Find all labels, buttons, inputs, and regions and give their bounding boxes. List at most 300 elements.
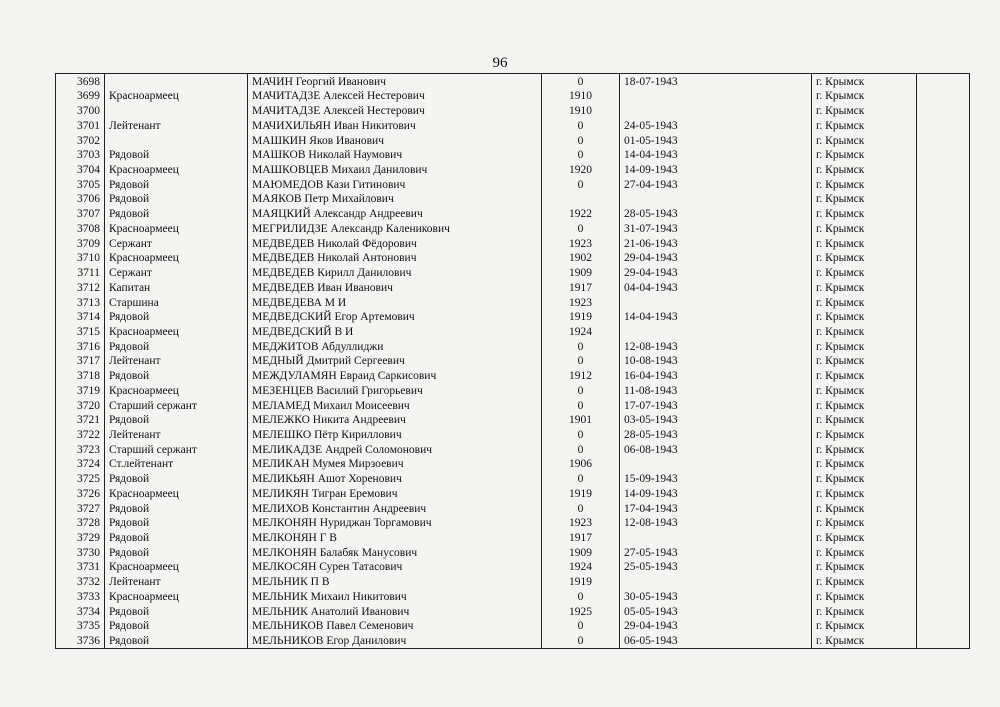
person-name: МЕЗЕНЦЕВ Василий Григорьевич [248,383,542,398]
note-cell [917,324,970,339]
burial-place: г. Крымск [812,427,917,442]
birth-year: 0 [542,74,620,89]
record-number: 3731 [56,560,105,575]
military-rank: Сержант [105,265,248,280]
note-cell [917,162,970,177]
death-date: 24-05-1943 [620,118,812,133]
note-cell [917,574,970,589]
record-number: 3723 [56,442,105,457]
death-date: 17-04-1943 [620,501,812,516]
death-date [620,530,812,545]
person-name: МАЯКОВ Петр Михайлович [248,192,542,207]
table-row [56,486,970,501]
death-date: 05-05-1943 [620,604,812,619]
person-name: МАШКОВЦЕВ Михаил Данилович [248,162,542,177]
person-name: МЕЛИКАН Мумея Мирзоевич [248,457,542,472]
birth-year: 1901 [542,413,620,428]
birth-year: 0 [542,177,620,192]
record-number: 3711 [56,265,105,280]
person-name: МЕЛЬНИКОВ Егор Данилович [248,633,542,648]
table-row [56,574,970,589]
record-number: 3726 [56,486,105,501]
person-name: МЕЛЬНИК П В [248,574,542,589]
table-row [56,295,970,310]
person-name: МЕЛЕЖКО Никита Андреевич [248,413,542,428]
table-row [56,560,970,575]
military-rank: Красноармеец [105,560,248,575]
record-number: 3730 [56,545,105,560]
burial-place: г. Крымск [812,339,917,354]
record-number: 3732 [56,574,105,589]
birth-year: 1910 [542,89,620,104]
burial-place: г. Крымск [812,324,917,339]
military-rank: Рядовой [105,206,248,221]
birth-year: 0 [542,633,620,648]
person-name: МЕДВЕДЕВА М И [248,295,542,310]
record-number: 3722 [56,427,105,442]
military-rank: Красноармеец [105,221,248,236]
table-row [56,368,970,383]
burial-place: г. Крымск [812,545,917,560]
burial-place: г. Крымск [812,398,917,413]
note-cell [917,251,970,266]
birth-year: 1917 [542,530,620,545]
birth-year: 0 [542,339,620,354]
note-cell [917,236,970,251]
table-row [56,457,970,472]
note-cell [917,280,970,295]
burial-place: г. Крымск [812,530,917,545]
death-date [620,324,812,339]
note-cell [917,398,970,413]
burial-place: г. Крымск [812,295,917,310]
burial-place: г. Крымск [812,633,917,648]
military-rank: Лейтенант [105,574,248,589]
record-number: 3721 [56,413,105,428]
table-row [56,442,970,457]
note-cell [917,221,970,236]
death-date: 31-07-1943 [620,221,812,236]
military-rank: Рядовой [105,516,248,531]
death-date [620,295,812,310]
birth-year: 1906 [542,457,620,472]
record-number: 3736 [56,633,105,648]
table-row [56,516,970,531]
burial-place: г. Крымск [812,486,917,501]
table-row [56,339,970,354]
burial-place: г. Крымск [812,133,917,148]
birth-year [542,192,620,207]
person-name: МЕЛКОНЯН Балабяк Манусович [248,545,542,560]
death-date: 27-05-1943 [620,545,812,560]
death-date: 25-05-1943 [620,560,812,575]
person-name: МАЮМЕДОВ Кази Гитинович [248,177,542,192]
death-date: 14-09-1943 [620,162,812,177]
death-date: 14-09-1943 [620,486,812,501]
death-date: 29-04-1943 [620,251,812,266]
military-rank: Старшина [105,295,248,310]
record-number: 3698 [56,74,105,89]
military-rank: Капитан [105,280,248,295]
burial-records-table [55,73,970,649]
death-date: 14-04-1943 [620,148,812,163]
records-body [56,74,970,649]
person-name: МЕЛЬНИКОВ Павел Семенович [248,619,542,634]
person-name: МЕГРИЛИДЗЕ Александр Каленикович [248,221,542,236]
military-rank: Красноармеец [105,486,248,501]
birth-year: 0 [542,589,620,604]
person-name: МАЯЦКИЙ Александр Андреевич [248,206,542,221]
person-name: МЕДЖИТОВ Абдуллиджи [248,339,542,354]
record-number: 3702 [56,133,105,148]
birth-year: 1910 [542,103,620,118]
burial-place: г. Крымск [812,310,917,325]
death-date: 12-08-1943 [620,516,812,531]
table-row [56,162,970,177]
table-row [56,354,970,369]
military-rank: Красноармеец [105,89,248,104]
birth-year: 1912 [542,368,620,383]
birth-year: 1919 [542,310,620,325]
person-name: МЕЛИХОВ Константин Андреевич [248,501,542,516]
person-name: МЕЛКОНЯН Нуриджан Торгамович [248,516,542,531]
record-number: 3734 [56,604,105,619]
military-rank: Рядовой [105,368,248,383]
burial-place: г. Крымск [812,574,917,589]
record-number: 3716 [56,339,105,354]
person-name: МАШКОВ Николай Наумович [248,148,542,163]
table-row [56,633,970,648]
birth-year: 0 [542,501,620,516]
record-number: 3709 [56,236,105,251]
death-date: 06-05-1943 [620,633,812,648]
record-number: 3713 [56,295,105,310]
burial-place: г. Крымск [812,560,917,575]
birth-year: 1909 [542,545,620,560]
birth-year: 1909 [542,265,620,280]
table-row [56,501,970,516]
record-number: 3707 [56,206,105,221]
record-number: 3710 [56,251,105,266]
note-cell [917,545,970,560]
burial-place: г. Крымск [812,148,917,163]
table-row [56,545,970,560]
person-name: МЕЛИКЯН Тигран Еремович [248,486,542,501]
birth-year: 0 [542,221,620,236]
birth-year: 0 [542,471,620,486]
burial-place: г. Крымск [812,413,917,428]
record-number: 3706 [56,192,105,207]
death-date [620,192,812,207]
note-cell [917,148,970,163]
record-number: 3699 [56,89,105,104]
death-date: 18-07-1943 [620,74,812,89]
record-number: 3720 [56,398,105,413]
burial-place: г. Крымск [812,118,917,133]
death-date: 06-08-1943 [620,442,812,457]
record-number: 3701 [56,118,105,133]
death-date: 04-04-1943 [620,280,812,295]
military-rank: Рядовой [105,339,248,354]
note-cell [917,354,970,369]
person-name: МЕДВЕДСКИЙ Егор Артемович [248,310,542,325]
death-date [620,457,812,472]
death-date: 14-04-1943 [620,310,812,325]
military-rank: Ст.лейтенант [105,457,248,472]
record-number: 3727 [56,501,105,516]
record-number: 3718 [56,368,105,383]
birth-year: 1919 [542,486,620,501]
note-cell [917,413,970,428]
table-row [56,604,970,619]
death-date: 27-04-1943 [620,177,812,192]
burial-place: г. Крымск [812,177,917,192]
table-row [56,530,970,545]
birth-year: 1922 [542,206,620,221]
note-cell [917,619,970,634]
note-cell [917,118,970,133]
table-row [56,221,970,236]
person-name: МЕЛКОСЯН Сурен Татасович [248,560,542,575]
military-rank: Рядовой [105,177,248,192]
military-rank: Рядовой [105,413,248,428]
table-row [56,619,970,634]
military-rank: Рядовой [105,192,248,207]
military-rank: Рядовой [105,148,248,163]
person-name: МАЧИТАДЗЕ Алексей Нестерович [248,89,542,104]
burial-place: г. Крымск [812,192,917,207]
birth-year: 0 [542,383,620,398]
table-row [56,103,970,118]
birth-year: 0 [542,354,620,369]
note-cell [917,383,970,398]
record-number: 3729 [56,530,105,545]
person-name: МЕЛИКЬЯН Ашот Хоренович [248,471,542,486]
death-date [620,89,812,104]
birth-year: 1924 [542,324,620,339]
note-cell [917,310,970,325]
note-cell [917,133,970,148]
military-rank [105,74,248,89]
note-cell [917,265,970,280]
table-row [56,74,970,89]
record-number: 3715 [56,324,105,339]
person-name: МЕДВЕДСКИЙ В И [248,324,542,339]
table-row [56,251,970,266]
person-name: МЕДНЫЙ Дмитрий Сергеевич [248,354,542,369]
person-name: МЕЛКОНЯН Г В [248,530,542,545]
record-number: 3704 [56,162,105,177]
table-row [56,398,970,413]
military-rank: Лейтенант [105,118,248,133]
burial-place: г. Крымск [812,162,917,177]
note-cell [917,427,970,442]
note-cell [917,339,970,354]
military-rank: Красноармеец [105,383,248,398]
burial-place: г. Крымск [812,236,917,251]
record-number: 3724 [56,457,105,472]
record-number: 3703 [56,148,105,163]
person-name: МЕЛЬНИК Анатолий Иванович [248,604,542,619]
note-cell [917,177,970,192]
death-date: 03-05-1943 [620,413,812,428]
note-cell [917,633,970,648]
burial-place: г. Крымск [812,354,917,369]
table-row [56,310,970,325]
burial-place: г. Крымск [812,457,917,472]
birth-year: 1923 [542,516,620,531]
note-cell [917,295,970,310]
death-date: 21-06-1943 [620,236,812,251]
note-cell [917,471,970,486]
note-cell [917,442,970,457]
burial-place: г. Крымск [812,265,917,280]
military-rank: Рядовой [105,545,248,560]
burial-place: г. Крымск [812,89,917,104]
death-date [620,103,812,118]
person-name: МЕЖДУЛАМЯН Евраид Саркисович [248,368,542,383]
military-rank: Лейтенант [105,354,248,369]
birth-year: 1923 [542,295,620,310]
note-cell [917,486,970,501]
note-cell [917,501,970,516]
burial-place: г. Крымск [812,604,917,619]
burial-place: г. Крымск [812,206,917,221]
military-rank: Красноармеец [105,589,248,604]
record-number: 3705 [56,177,105,192]
record-number: 3714 [56,310,105,325]
birth-year: 0 [542,133,620,148]
birth-year: 1917 [542,280,620,295]
note-cell [917,530,970,545]
table-row [56,177,970,192]
burial-place: г. Крымск [812,383,917,398]
note-cell [917,368,970,383]
table-row [56,148,970,163]
note-cell [917,206,970,221]
death-date: 11-08-1943 [620,383,812,398]
person-name: МЕДВЕДЕВ Николай Фёдорович [248,236,542,251]
birth-year: 1919 [542,574,620,589]
burial-place: г. Крымск [812,74,917,89]
person-name: МЕДВЕДЕВ Николай Антонович [248,251,542,266]
table-row [56,280,970,295]
birth-year: 0 [542,148,620,163]
page-number: 96 [492,55,508,71]
record-number: 3717 [56,354,105,369]
person-name: МЕЛЬНИК Михаил Никитович [248,589,542,604]
table-row [56,206,970,221]
record-number: 3708 [56,221,105,236]
military-rank: Красноармеец [105,251,248,266]
military-rank: Рядовой [105,501,248,516]
burial-place: г. Крымск [812,589,917,604]
birth-year: 1902 [542,251,620,266]
military-rank: Старший сержант [105,398,248,413]
person-name: МЕДВЕДЕВ Кирилл Данилович [248,265,542,280]
birth-year: 0 [542,427,620,442]
note-cell [917,589,970,604]
burial-place: г. Крымск [812,516,917,531]
table-row [56,236,970,251]
person-name: МАЧИТАДЗЕ Алексей Нестерович [248,103,542,118]
military-rank: Лейтенант [105,427,248,442]
birth-year: 1924 [542,560,620,575]
death-date: 16-04-1943 [620,368,812,383]
person-name: МАШКИН Яков Иванович [248,133,542,148]
military-rank: Рядовой [105,619,248,634]
note-cell [917,89,970,104]
burial-place: г. Крымск [812,103,917,118]
military-rank: Красноармеец [105,162,248,177]
military-rank: Старший сержант [105,442,248,457]
military-rank: Рядовой [105,530,248,545]
birth-year: 1925 [542,604,620,619]
military-rank: Сержант [105,236,248,251]
death-date: 01-05-1943 [620,133,812,148]
burial-place: г. Крымск [812,280,917,295]
military-rank [105,103,248,118]
military-rank: Рядовой [105,471,248,486]
record-number: 3733 [56,589,105,604]
person-name: МЕЛИКАДЗЕ Андрей Соломонович [248,442,542,457]
person-name: МАЧИН Георгий Иванович [248,74,542,89]
table-row [56,324,970,339]
burial-place: г. Крымск [812,501,917,516]
note-cell [917,604,970,619]
note-cell [917,560,970,575]
death-date: 17-07-1943 [620,398,812,413]
death-date: 28-05-1943 [620,206,812,221]
note-cell [917,457,970,472]
table-row [56,192,970,207]
death-date: 30-05-1943 [620,589,812,604]
note-cell [917,516,970,531]
birth-year: 0 [542,398,620,413]
death-date: 28-05-1943 [620,427,812,442]
death-date [620,574,812,589]
birth-year: 0 [542,442,620,457]
military-rank: Рядовой [105,633,248,648]
table-row [56,383,970,398]
note-cell [917,74,970,89]
burial-place: г. Крымск [812,619,917,634]
table-row [56,413,970,428]
birth-year: 0 [542,118,620,133]
record-number: 3728 [56,516,105,531]
record-number: 3700 [56,103,105,118]
record-number: 3735 [56,619,105,634]
burial-place: г. Крымск [812,251,917,266]
military-rank: Красноармеец [105,324,248,339]
table-row [56,133,970,148]
military-rank: Рядовой [105,310,248,325]
burial-place: г. Крымск [812,221,917,236]
birth-year: 1923 [542,236,620,251]
note-cell [917,192,970,207]
death-date: 12-08-1943 [620,339,812,354]
table-row [56,265,970,280]
birth-year: 0 [542,619,620,634]
table-row [56,589,970,604]
table-row [56,427,970,442]
record-number: 3725 [56,471,105,486]
person-name: МЕЛЕШКО Пётр Кириллович [248,427,542,442]
record-number: 3712 [56,280,105,295]
table-row [56,89,970,104]
death-date: 29-04-1943 [620,619,812,634]
table-row [56,118,970,133]
